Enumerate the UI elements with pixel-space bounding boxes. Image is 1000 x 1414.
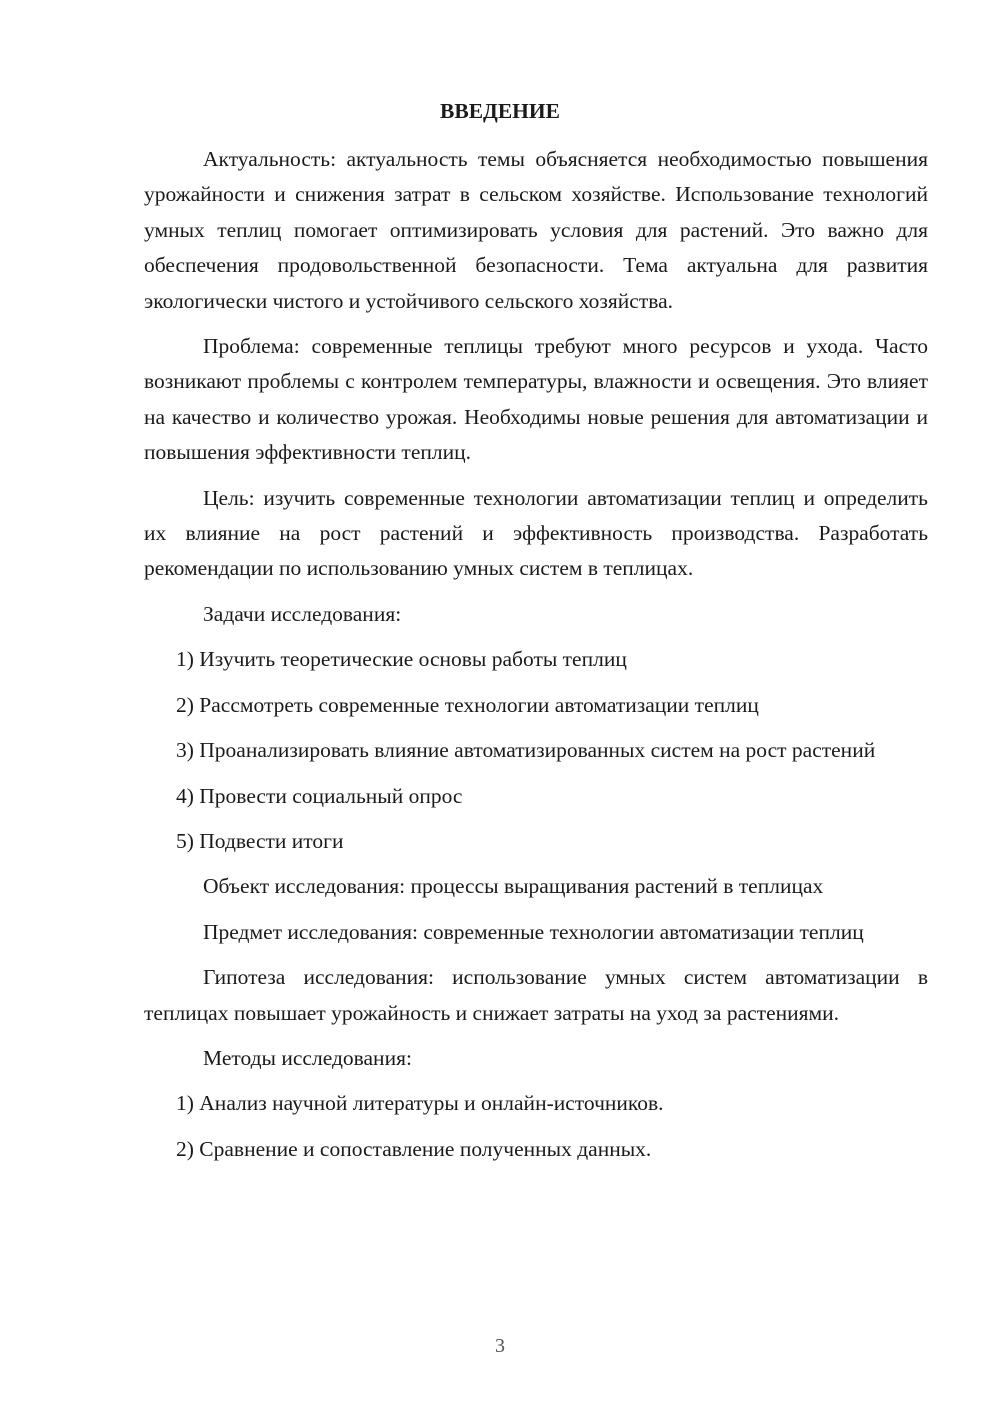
tasks-heading: Задачи исследования: — [203, 601, 402, 626]
task-item: 1) Изучить теоретические основы работы теплиц — [176, 647, 627, 672]
page-title: ВВЕДЕНИЕ — [440, 99, 560, 123]
task-item: 4) Провести социальный опрос — [176, 783, 463, 808]
document-body — [144, 142, 928, 1177]
paragraph-goal: Цель: изучить современные технологии автоматизации теплиц и определить их влияние на рост растений и эффективность производства. Разработать рекомендации по использованию умных систем в теплицах. — [144, 485, 928, 581]
paragraph-problem: Проблема: современные теплицы требуют много ресурсов и ухода. Часто возникают проблемы с контролем температуры, влажности и освещения. Это влияет на качество и количество урожая. Необходимы новые решения для автоматизации и повышения эффективности теплиц. — [144, 334, 928, 465]
page-number: 3 — [495, 1335, 505, 1357]
research-subject: Предмет исследования: современные технологии автоматизации теплиц — [203, 919, 864, 944]
task-item: 2) Рассмотреть современные технологии автоматизации теплиц — [176, 692, 759, 717]
method-item: 2) Сравнение и сопоставление полученных данных. — [176, 1136, 652, 1161]
methods-heading: Методы исследования: — [203, 1045, 412, 1070]
method-item: 1) Анализ научной литературы и онлайн-источников. — [176, 1091, 664, 1116]
research-object: Объект исследования: процессы выращивания растений в теплицах — [203, 874, 824, 899]
research-hypothesis: Гипотеза исследования: использование умных систем автоматизации в теплицах повышает урожайность и снижает затраты на уход за растениями. — [144, 965, 928, 1025]
task-item: 3) Проанализировать влияние автоматизированных систем на рост растений — [176, 738, 876, 763]
paragraph-relevance: Актуальность: актуальность темы объясняется необходимостью повышения урожайности и снижения затрат в сельском хозяйстве. Использование технологий умных теплиц помогает оптимизировать условия для растений. Это важно для обеспечения продовольственной безопасности. Тема актуальна для развития экологически чистого и устойчивого сельского хозяйства. — [144, 147, 928, 313]
task-item: 5) Подвести итоги — [176, 828, 344, 853]
